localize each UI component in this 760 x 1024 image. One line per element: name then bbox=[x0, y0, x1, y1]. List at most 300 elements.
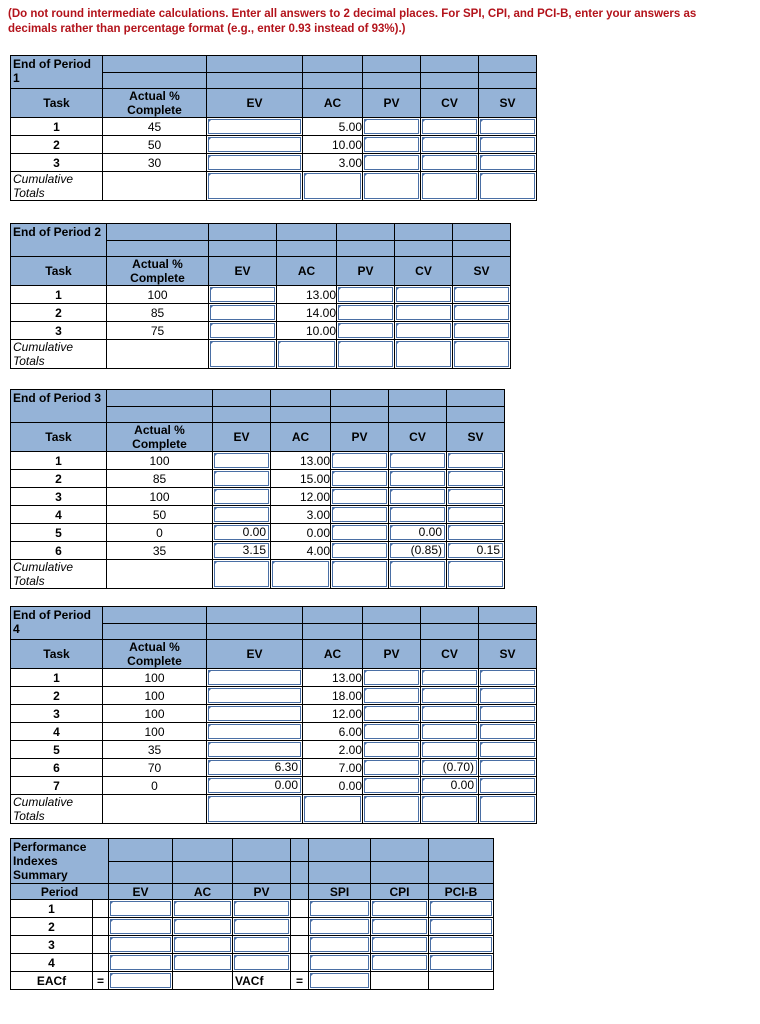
summary-ev-input[interactable] bbox=[109, 918, 173, 936]
pv-input-box[interactable] bbox=[332, 507, 387, 522]
summary-pv-input[interactable] bbox=[233, 900, 291, 918]
cv-input[interactable] bbox=[389, 524, 447, 542]
task-header: Task bbox=[11, 423, 107, 452]
eacf-equals: = bbox=[93, 972, 109, 990]
table-row bbox=[11, 488, 505, 506]
sv-input[interactable] bbox=[447, 470, 505, 488]
cumulative-cv-input[interactable] bbox=[389, 560, 447, 589]
sv-input[interactable] bbox=[447, 524, 505, 542]
ev-input[interactable] bbox=[213, 506, 271, 524]
task-number: 3 bbox=[11, 322, 107, 340]
summary-spi-input[interactable] bbox=[309, 918, 371, 936]
cv-input[interactable] bbox=[421, 669, 479, 687]
cv-input-box[interactable] bbox=[396, 305, 451, 320]
pv-input[interactable] bbox=[331, 506, 389, 524]
percent-complete: 0 bbox=[103, 777, 207, 795]
task-number: 1 bbox=[11, 669, 103, 687]
cumulative-totals-label: Cumulative Totals bbox=[11, 795, 103, 824]
pv-input[interactable] bbox=[337, 286, 395, 304]
ev-input-box[interactable] bbox=[214, 507, 269, 522]
ev-input-box[interactable] bbox=[210, 323, 275, 338]
ev-input-box[interactable] bbox=[208, 137, 301, 152]
sv-input-box[interactable] bbox=[480, 688, 535, 703]
task-number: 2 bbox=[11, 470, 107, 488]
cv-input[interactable] bbox=[389, 452, 447, 470]
sv-input[interactable] bbox=[479, 723, 537, 741]
summary-pcib-header: PCI-B bbox=[429, 884, 494, 900]
summary-spi-input[interactable] bbox=[309, 936, 371, 954]
summary-period-header: Period bbox=[11, 884, 109, 900]
performance-summary-table bbox=[10, 838, 494, 990]
sv-input-box[interactable] bbox=[448, 471, 503, 486]
cv-input-box[interactable]: 0.00 bbox=[422, 778, 477, 793]
table-row bbox=[11, 286, 511, 304]
pv-input-box[interactable] bbox=[364, 760, 419, 775]
ev-input-box[interactable] bbox=[208, 670, 301, 685]
ev-input[interactable] bbox=[207, 741, 303, 759]
ac-value: 3.00 bbox=[303, 154, 363, 172]
sv-input-box[interactable] bbox=[448, 507, 503, 522]
cumulative-ev-input[interactable] bbox=[213, 560, 271, 589]
task-number: 2 bbox=[11, 687, 103, 705]
percent-complete: 100 bbox=[103, 705, 207, 723]
sv-header: SV bbox=[479, 640, 537, 669]
ev-input-box[interactable]: 0.00 bbox=[208, 778, 301, 793]
summary-row bbox=[11, 936, 494, 954]
percent-complete-header: Actual % Complete bbox=[107, 423, 213, 452]
summary-ac-input[interactable] bbox=[173, 954, 233, 972]
cumulative-pv-input[interactable] bbox=[363, 172, 421, 201]
cv-input-box[interactable] bbox=[396, 323, 451, 338]
percent-complete: 35 bbox=[107, 542, 213, 560]
cv-input-box[interactable] bbox=[422, 706, 477, 721]
ac-header: AC bbox=[271, 423, 331, 452]
table-row bbox=[11, 687, 537, 705]
ev-input[interactable] bbox=[207, 723, 303, 741]
table-row bbox=[11, 154, 537, 172]
sv-header: SV bbox=[479, 89, 537, 118]
percent-complete: 100 bbox=[103, 723, 207, 741]
pv-input-box[interactable] bbox=[364, 706, 419, 721]
task-number: 3 bbox=[11, 705, 103, 723]
pv-input-box[interactable] bbox=[364, 137, 419, 152]
ev-input-box[interactable] bbox=[214, 489, 269, 504]
summary-spi-input[interactable] bbox=[309, 954, 371, 972]
task-number: 6 bbox=[11, 542, 107, 560]
cumulative-sv-input[interactable] bbox=[479, 795, 537, 824]
summary-cpi-input[interactable] bbox=[371, 954, 429, 972]
summary-title: Performance Indexes Summary bbox=[11, 839, 109, 884]
percent-complete: 0 bbox=[107, 524, 213, 542]
ac-value: 12.00 bbox=[303, 705, 363, 723]
ev-input[interactable] bbox=[209, 322, 277, 340]
ev-input-box[interactable] bbox=[208, 706, 301, 721]
cv-input[interactable] bbox=[395, 286, 453, 304]
cv-input-box[interactable] bbox=[390, 453, 445, 468]
table-row bbox=[11, 777, 537, 795]
cv-input[interactable] bbox=[421, 777, 479, 795]
ev-input-box[interactable] bbox=[214, 453, 269, 468]
cumulative-pv-input[interactable] bbox=[331, 560, 389, 589]
sv-input-box[interactable] bbox=[480, 670, 535, 685]
sv-input-box[interactable] bbox=[480, 724, 535, 739]
ev-input-box[interactable] bbox=[214, 471, 269, 486]
ev-header: EV bbox=[209, 257, 277, 286]
summary-period-number: 2 bbox=[11, 918, 93, 936]
cumulative-cv-input[interactable] bbox=[395, 340, 453, 369]
cv-input[interactable] bbox=[421, 741, 479, 759]
cv-input-box[interactable] bbox=[422, 742, 477, 757]
sv-input-box[interactable] bbox=[480, 760, 535, 775]
pv-input[interactable] bbox=[337, 304, 395, 322]
ac-value: 13.00 bbox=[277, 286, 337, 304]
sv-input-box[interactable] bbox=[480, 119, 535, 134]
ev-input[interactable] bbox=[207, 687, 303, 705]
sv-input[interactable] bbox=[453, 304, 511, 322]
table-row bbox=[11, 136, 537, 154]
ev-input-box[interactable] bbox=[208, 742, 301, 757]
sv-header: SV bbox=[447, 423, 505, 452]
vacf-input[interactable] bbox=[309, 972, 371, 990]
ev-input-box[interactable] bbox=[208, 119, 301, 134]
ev-input[interactable] bbox=[213, 488, 271, 506]
ev-input[interactable] bbox=[207, 669, 303, 687]
cumulative-sv-input[interactable] bbox=[479, 172, 537, 201]
pv-input[interactable] bbox=[363, 741, 421, 759]
cv-input[interactable] bbox=[421, 118, 479, 136]
pv-input-box[interactable] bbox=[364, 724, 419, 739]
cv-input[interactable] bbox=[389, 488, 447, 506]
pv-input[interactable] bbox=[331, 470, 389, 488]
pv-input[interactable] bbox=[363, 723, 421, 741]
cv-input[interactable] bbox=[395, 322, 453, 340]
pv-input-box[interactable] bbox=[364, 742, 419, 757]
pv-input[interactable] bbox=[363, 154, 421, 172]
instructions-text: (Do not round intermediate calculations. Enter all answers to 2 decimal places. For SPI, CPI, and PCI-B, enter your answers as decimals rather than percentage format (e.g., enter 0.93 instead of 93%).) bbox=[8, 8, 697, 35]
sv-input-box[interactable] bbox=[448, 453, 503, 468]
cumulative-sv-input[interactable] bbox=[453, 340, 511, 369]
summary-ev-header: EV bbox=[109, 884, 173, 900]
ev-input[interactable] bbox=[207, 154, 303, 172]
cv-input[interactable] bbox=[421, 705, 479, 723]
summary-pcib-input[interactable] bbox=[429, 954, 494, 972]
percent-complete: 70 bbox=[103, 759, 207, 777]
ev-header: EV bbox=[207, 640, 303, 669]
summary-pv-input[interactable] bbox=[233, 954, 291, 972]
sv-input-box[interactable] bbox=[448, 525, 503, 540]
ac-value: 12.00 bbox=[271, 488, 331, 506]
cumulative-ev-input[interactable] bbox=[207, 172, 303, 201]
table-row bbox=[11, 506, 505, 524]
summary-ev-input[interactable] bbox=[109, 900, 173, 918]
table-row bbox=[11, 669, 537, 687]
cv-input-box[interactable] bbox=[422, 155, 477, 170]
cumulative-ac-input[interactable] bbox=[277, 340, 337, 369]
sv-input[interactable] bbox=[479, 741, 537, 759]
cv-input-box[interactable] bbox=[422, 137, 477, 152]
cv-input-box[interactable]: (0.70) bbox=[422, 760, 477, 775]
pv-input-box[interactable] bbox=[364, 155, 419, 170]
summary-period-number: 4 bbox=[11, 954, 93, 972]
task-number: 7 bbox=[11, 777, 103, 795]
period-title: End of Period 4 bbox=[11, 607, 103, 640]
period-title: End of Period 3 bbox=[11, 390, 107, 423]
ev-input[interactable] bbox=[207, 136, 303, 154]
summary-ac-input[interactable] bbox=[173, 900, 233, 918]
cv-input[interactable] bbox=[389, 542, 447, 560]
sv-input[interactable] bbox=[447, 488, 505, 506]
percent-complete: 100 bbox=[103, 669, 207, 687]
sv-input[interactable] bbox=[447, 506, 505, 524]
percent-complete: 85 bbox=[107, 470, 213, 488]
pv-input-box[interactable] bbox=[332, 453, 387, 468]
cv-header: CV bbox=[421, 640, 479, 669]
pv-input[interactable] bbox=[337, 322, 395, 340]
ac-value: 0.00 bbox=[271, 524, 331, 542]
period-1-table bbox=[10, 55, 537, 201]
pv-input[interactable] bbox=[363, 669, 421, 687]
sv-input-box[interactable] bbox=[454, 305, 509, 320]
ev-input-box[interactable]: 6.30 bbox=[208, 760, 301, 775]
cumulative-pv-input[interactable] bbox=[337, 340, 395, 369]
cumulative-ev-input[interactable] bbox=[207, 795, 303, 824]
sv-input-box[interactable] bbox=[480, 778, 535, 793]
sv-input[interactable] bbox=[479, 705, 537, 723]
sv-input-box[interactable] bbox=[454, 323, 509, 338]
summary-row bbox=[11, 954, 494, 972]
cumulative-cv-input[interactable] bbox=[421, 795, 479, 824]
cv-header: CV bbox=[395, 257, 453, 286]
pv-input[interactable] bbox=[331, 488, 389, 506]
cv-input-box[interactable] bbox=[422, 688, 477, 703]
percent-complete-header: Actual % Complete bbox=[103, 640, 207, 669]
cv-input-box[interactable] bbox=[422, 670, 477, 685]
pv-input-box[interactable] bbox=[332, 489, 387, 504]
table-row bbox=[11, 322, 511, 340]
cumulative-sv-input[interactable] bbox=[447, 560, 505, 589]
summary-ac-input[interactable] bbox=[173, 918, 233, 936]
task-number: 2 bbox=[11, 304, 107, 322]
pv-input-box[interactable] bbox=[332, 471, 387, 486]
cumulative-ac-input[interactable] bbox=[303, 172, 363, 201]
sv-input[interactable] bbox=[479, 687, 537, 705]
table-row bbox=[11, 452, 505, 470]
table-row bbox=[11, 470, 505, 488]
ac-header: AC bbox=[303, 640, 363, 669]
summary-pcib-input[interactable] bbox=[429, 900, 494, 918]
eacf-label: EACf bbox=[11, 972, 93, 990]
cumulative-cv-input[interactable] bbox=[421, 172, 479, 201]
cv-input[interactable] bbox=[421, 154, 479, 172]
cv-input-box[interactable]: (0.85) bbox=[390, 543, 445, 558]
ev-input[interactable] bbox=[213, 452, 271, 470]
summary-ac-header: AC bbox=[173, 884, 233, 900]
cv-input[interactable] bbox=[421, 723, 479, 741]
sv-input-box[interactable] bbox=[480, 137, 535, 152]
summary-cpi-input[interactable] bbox=[371, 936, 429, 954]
cv-input[interactable] bbox=[421, 136, 479, 154]
summary-pv-input[interactable] bbox=[233, 918, 291, 936]
ev-input-box[interactable] bbox=[210, 305, 275, 320]
cv-header: CV bbox=[421, 89, 479, 118]
percent-complete: 50 bbox=[103, 136, 207, 154]
sv-input[interactable] bbox=[479, 154, 537, 172]
summary-spi-input[interactable] bbox=[309, 900, 371, 918]
percent-complete: 100 bbox=[103, 687, 207, 705]
pv-input-box[interactable] bbox=[364, 778, 419, 793]
task-number: 4 bbox=[11, 506, 107, 524]
pv-input-box[interactable] bbox=[338, 305, 393, 320]
summary-cpi-input[interactable] bbox=[371, 918, 429, 936]
summary-cpi-input[interactable] bbox=[371, 900, 429, 918]
ev-input[interactable] bbox=[207, 759, 303, 777]
pv-header: PV bbox=[331, 423, 389, 452]
sv-input-box[interactable] bbox=[480, 155, 535, 170]
ac-value: 4.00 bbox=[271, 542, 331, 560]
ac-value: 5.00 bbox=[303, 118, 363, 136]
pv-input[interactable] bbox=[363, 759, 421, 777]
summary-period-number: 1 bbox=[11, 900, 93, 918]
pv-input[interactable] bbox=[331, 542, 389, 560]
percent-complete: 30 bbox=[103, 154, 207, 172]
summary-period-number: 3 bbox=[11, 936, 93, 954]
ac-value: 14.00 bbox=[277, 304, 337, 322]
cv-input-box[interactable]: 0.00 bbox=[390, 525, 445, 540]
ev-input-box[interactable] bbox=[210, 287, 275, 302]
cumulative-ac-input[interactable] bbox=[303, 795, 363, 824]
sv-input[interactable] bbox=[479, 759, 537, 777]
ac-value: 15.00 bbox=[271, 470, 331, 488]
sv-input-box[interactable] bbox=[480, 706, 535, 721]
period-4-table bbox=[10, 606, 537, 824]
cumulative-totals-label: Cumulative Totals bbox=[11, 340, 107, 369]
percent-complete-header: Actual % Complete bbox=[107, 257, 209, 286]
summary-pcib-input[interactable] bbox=[429, 918, 494, 936]
ac-value: 13.00 bbox=[303, 669, 363, 687]
cv-input-box[interactable] bbox=[390, 489, 445, 504]
ac-value: 13.00 bbox=[271, 452, 331, 470]
percent-complete: 100 bbox=[107, 488, 213, 506]
cv-input-box[interactable] bbox=[390, 471, 445, 486]
ev-input-box[interactable] bbox=[208, 688, 301, 703]
ev-input[interactable] bbox=[207, 118, 303, 136]
pv-input-box[interactable] bbox=[364, 688, 419, 703]
task-number: 6 bbox=[11, 759, 103, 777]
cv-input-box[interactable] bbox=[422, 119, 477, 134]
eacf-input[interactable] bbox=[109, 972, 173, 990]
task-header: Task bbox=[11, 257, 107, 286]
pv-input[interactable] bbox=[363, 687, 421, 705]
table-row bbox=[11, 304, 511, 322]
sv-input[interactable] bbox=[479, 669, 537, 687]
cumulative-ac-input[interactable] bbox=[271, 560, 331, 589]
ev-input[interactable] bbox=[213, 470, 271, 488]
sv-input[interactable] bbox=[479, 777, 537, 795]
sv-header: SV bbox=[453, 257, 511, 286]
pv-header: PV bbox=[337, 257, 395, 286]
summary-ev-input[interactable] bbox=[109, 954, 173, 972]
task-number: 3 bbox=[11, 488, 107, 506]
cv-input[interactable] bbox=[421, 759, 479, 777]
ev-input[interactable] bbox=[213, 524, 271, 542]
summary-ev-input[interactable] bbox=[109, 936, 173, 954]
summary-pcib-input[interactable] bbox=[429, 936, 494, 954]
sv-input[interactable] bbox=[479, 118, 537, 136]
pv-input-box[interactable] bbox=[338, 323, 393, 338]
cv-input[interactable] bbox=[395, 304, 453, 322]
pv-input[interactable] bbox=[363, 118, 421, 136]
ev-input[interactable] bbox=[209, 286, 277, 304]
cv-input-box[interactable] bbox=[422, 724, 477, 739]
sv-input[interactable] bbox=[479, 136, 537, 154]
sv-input-box[interactable] bbox=[454, 287, 509, 302]
sv-input[interactable] bbox=[447, 542, 505, 560]
sv-input[interactable] bbox=[453, 322, 511, 340]
task-number: 5 bbox=[11, 524, 107, 542]
pv-input-box[interactable] bbox=[364, 119, 419, 134]
cumulative-ev-input[interactable] bbox=[209, 340, 277, 369]
table-row bbox=[11, 705, 537, 723]
ac-value: 7.00 bbox=[303, 759, 363, 777]
sv-input-box[interactable]: 0.15 bbox=[448, 543, 503, 558]
cumulative-pv-input[interactable] bbox=[363, 795, 421, 824]
summary-ac-input[interactable] bbox=[173, 936, 233, 954]
summary-pv-input[interactable] bbox=[233, 936, 291, 954]
cv-input-box[interactable] bbox=[390, 507, 445, 522]
pv-input[interactable] bbox=[363, 777, 421, 795]
ev-input[interactable] bbox=[213, 542, 271, 560]
cv-header: CV bbox=[389, 423, 447, 452]
period-2-table bbox=[10, 223, 511, 369]
sv-input-box[interactable] bbox=[448, 489, 503, 504]
cv-input-box[interactable] bbox=[396, 287, 451, 302]
pv-input[interactable] bbox=[331, 452, 389, 470]
percent-complete: 100 bbox=[107, 452, 213, 470]
ev-input-box[interactable] bbox=[208, 155, 301, 170]
task-number: 3 bbox=[11, 154, 103, 172]
percent-complete: 35 bbox=[103, 741, 207, 759]
sv-input[interactable] bbox=[453, 286, 511, 304]
pv-input[interactable] bbox=[331, 524, 389, 542]
pv-input-box[interactable] bbox=[332, 525, 387, 540]
cv-input[interactable] bbox=[389, 506, 447, 524]
sv-input[interactable] bbox=[447, 452, 505, 470]
cv-input[interactable] bbox=[389, 470, 447, 488]
ev-input-box[interactable]: 0.00 bbox=[214, 525, 269, 540]
cv-input[interactable] bbox=[421, 687, 479, 705]
table-row bbox=[11, 723, 537, 741]
summary-cpi-header: CPI bbox=[371, 884, 429, 900]
pv-input-box[interactable] bbox=[364, 670, 419, 685]
ev-input[interactable] bbox=[207, 777, 303, 795]
task-number: 1 bbox=[11, 286, 107, 304]
ev-header: EV bbox=[213, 423, 271, 452]
ev-input[interactable] bbox=[209, 304, 277, 322]
ev-input[interactable] bbox=[207, 705, 303, 723]
ev-input-box[interactable] bbox=[208, 724, 301, 739]
pv-input-box[interactable] bbox=[332, 543, 387, 558]
cumulative-totals-label: Cumulative Totals bbox=[11, 172, 103, 201]
pv-input-box[interactable] bbox=[338, 287, 393, 302]
ev-input-box[interactable]: 3.15 bbox=[214, 543, 269, 558]
ac-value: 10.00 bbox=[303, 136, 363, 154]
task-number: 1 bbox=[11, 452, 107, 470]
sv-input-box[interactable] bbox=[480, 742, 535, 757]
pv-input[interactable] bbox=[363, 705, 421, 723]
pv-input[interactable] bbox=[363, 136, 421, 154]
summary-row bbox=[11, 900, 494, 918]
task-number: 2 bbox=[11, 136, 103, 154]
